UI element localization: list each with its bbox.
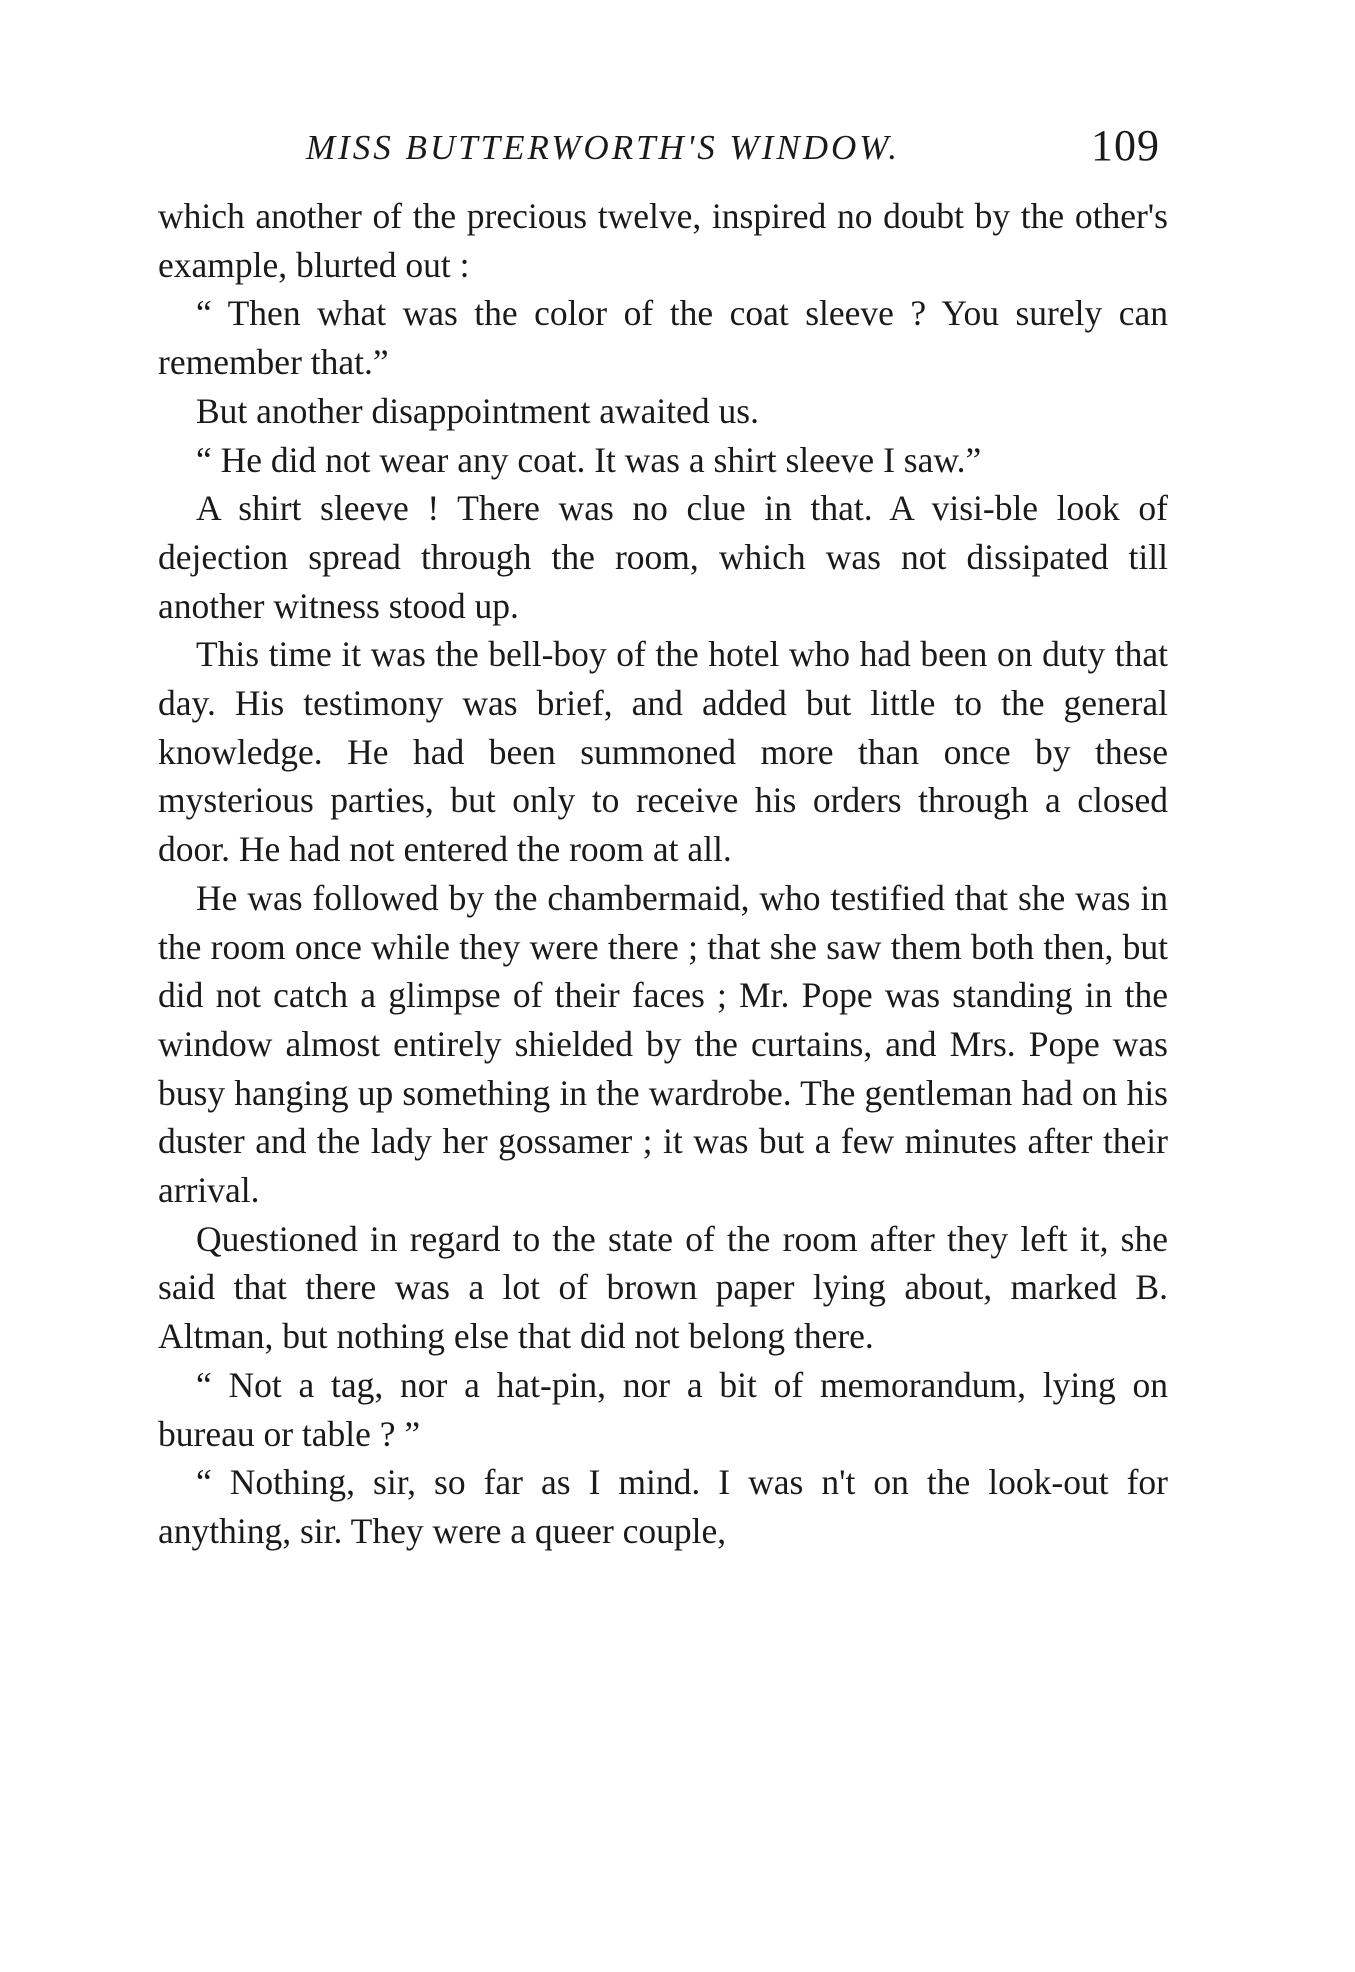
body-text xyxy=(158,192,1168,1556)
paragraph: “ Nothing, sir, so far as I mind. I was n't on the look-out for anything, sir. They were a queer couple, xyxy=(158,1462,1168,1551)
paragraph: Questioned in regard to the state of the room after they left it, she said that there was a lot of brown paper lying about, marked B. Altman, but nothing else that did not belong there. xyxy=(158,1218,1168,1357)
running-title: MISS BUTTERWORTH'S WINDOW. xyxy=(306,128,900,167)
paragraph: But another disappointment awaited us. xyxy=(196,390,759,431)
paragraph: A shirt sleeve ! There was no clue in that. A visi-ble look of dejection spread through the room, which was not dissipated till another witness stood up. xyxy=(158,488,1168,626)
paragraph: “ Not a tag, nor a hat-pin, nor a bit of memorandum, lying on bureau or table ? ” xyxy=(158,1364,1168,1454)
book-page xyxy=(158,118,1168,1556)
paragraph: This time it was the bell-boy of the hotel who had been on duty that day. His testimony was brief, and added but little to the general knowledge. He had been summoned more than once by these mysterious parties, but only to receive his orders through a closed door. He had not entered the room at all. xyxy=(158,634,1168,870)
paragraph: which another of the precious twelve, inspired no doubt by the other's example, blurted out : xyxy=(158,196,1168,285)
paragraph: “ He did not wear any coat. It was a shirt sleeve I saw.” xyxy=(196,439,982,480)
paragraph: “ Then what was the color of the coat sleeve ? You surely can remember that.” xyxy=(158,293,1168,383)
page-number: 109 xyxy=(1091,121,1160,170)
running-head xyxy=(158,118,1168,178)
paragraph: He was followed by the chambermaid, who testified that she was in the room once while they were there ; that she saw them both then, but did not catch a glimpse of their faces ; Mr. Pope was standing in the window almost entirely shielded by the curtains, and Mrs. Pope was busy hanging up something in the wardrobe. The gentleman had on his duster and the lady her gossamer ; it was but a few minutes after their arrival. xyxy=(158,877,1168,1211)
